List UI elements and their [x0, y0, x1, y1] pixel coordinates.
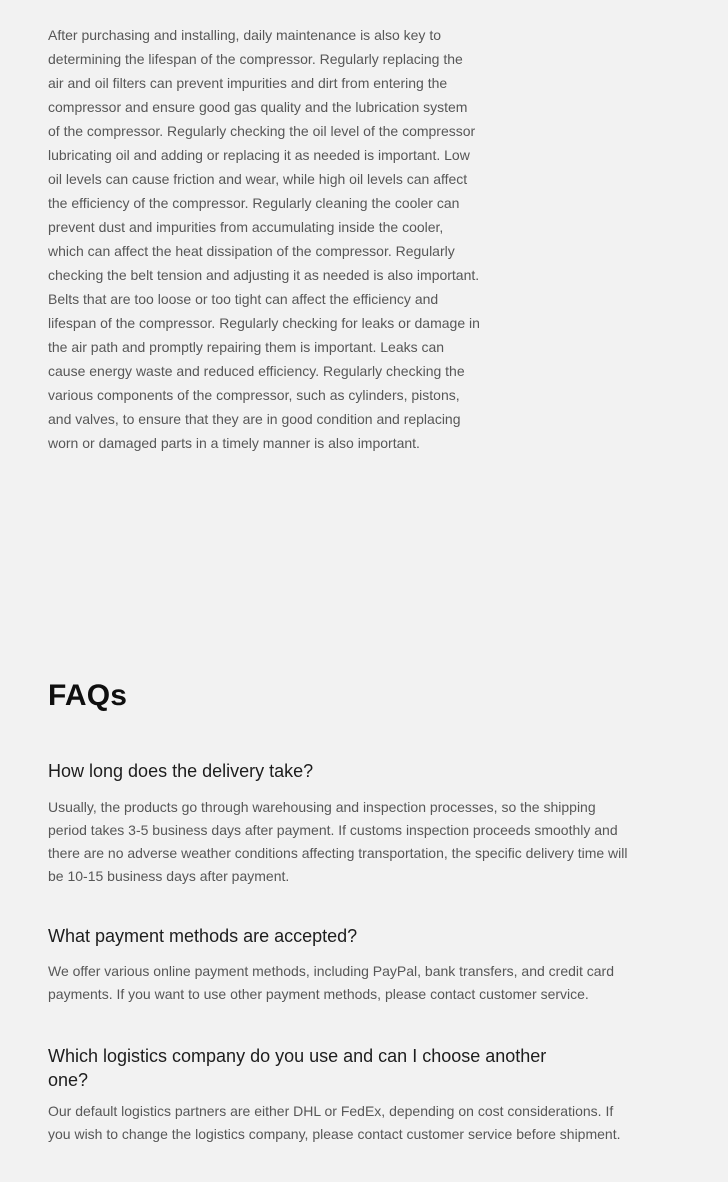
- maintenance-intro-section: [48, 0, 728, 678]
- faq-question: How long does the delivery take?: [48, 761, 314, 781]
- faq-title: FAQs: [48, 679, 128, 712]
- faq-question: Which logistics company do you use and can I choose another one?: [48, 1046, 547, 1090]
- faq-item-payment: [48, 924, 728, 1006]
- faq-answer: We offer various online payment methods, including PayPal, bank transfers, and credit card payments. If you want to use other payment methods, please contact customer service.: [48, 963, 615, 1002]
- faq-item-logistics: [48, 1044, 728, 1146]
- faq-answer: Our default logistics partners are either DHL or FedEx, depending on cost considerations. If you wish to change the logistics company, please contact customer service before shipment.: [48, 1103, 621, 1142]
- faq-item-delivery: [48, 759, 728, 888]
- faq-answer: Usually, the products go through warehousing and inspection processes, so the shipping period takes 3-5 business days after payment. If customs inspection proceeds smoothly and there are no adverse weather conditions affecting transportation, the specific delivery time will be 10-15 business days after payment.: [48, 799, 628, 884]
- faq-section: [48, 678, 728, 1146]
- faq-question: What payment methods are accepted?: [48, 926, 358, 946]
- maintenance-paragraph: After purchasing and installing, daily maintenance is also key to determining the lifespan of the compressor. Regularly replacing the air and oil filters can prevent impurities and dirt from entering the compressor and ensure good gas quality and the lubrication system of the compressor. Regularly checking the oil level of the compressor lubricating oil and adding or replacing it as needed is important. Low oil levels can cause friction and wear, while high oil levels can affect the efficiency of the compressor. Regularly cleaning the cooler can prevent dust and impurities from accumulating inside the cooler, which can affect the heat dissipation of the compressor. Regularly checking the belt tension and adjusting it as needed is also important. Belts that are too loose or too tight can affect the efficiency and lifespan of the compressor. Regularly checking for leaks or damage in the air path and promptly repairing them is important. Leaks can cause energy waste and reduced efficiency. Regularly checking the various components of the compressor, such as cylinders, pistons, and valves, to ensure that they are in good condition and replacing worn or damaged parts in a timely manner is also important.: [48, 27, 480, 451]
